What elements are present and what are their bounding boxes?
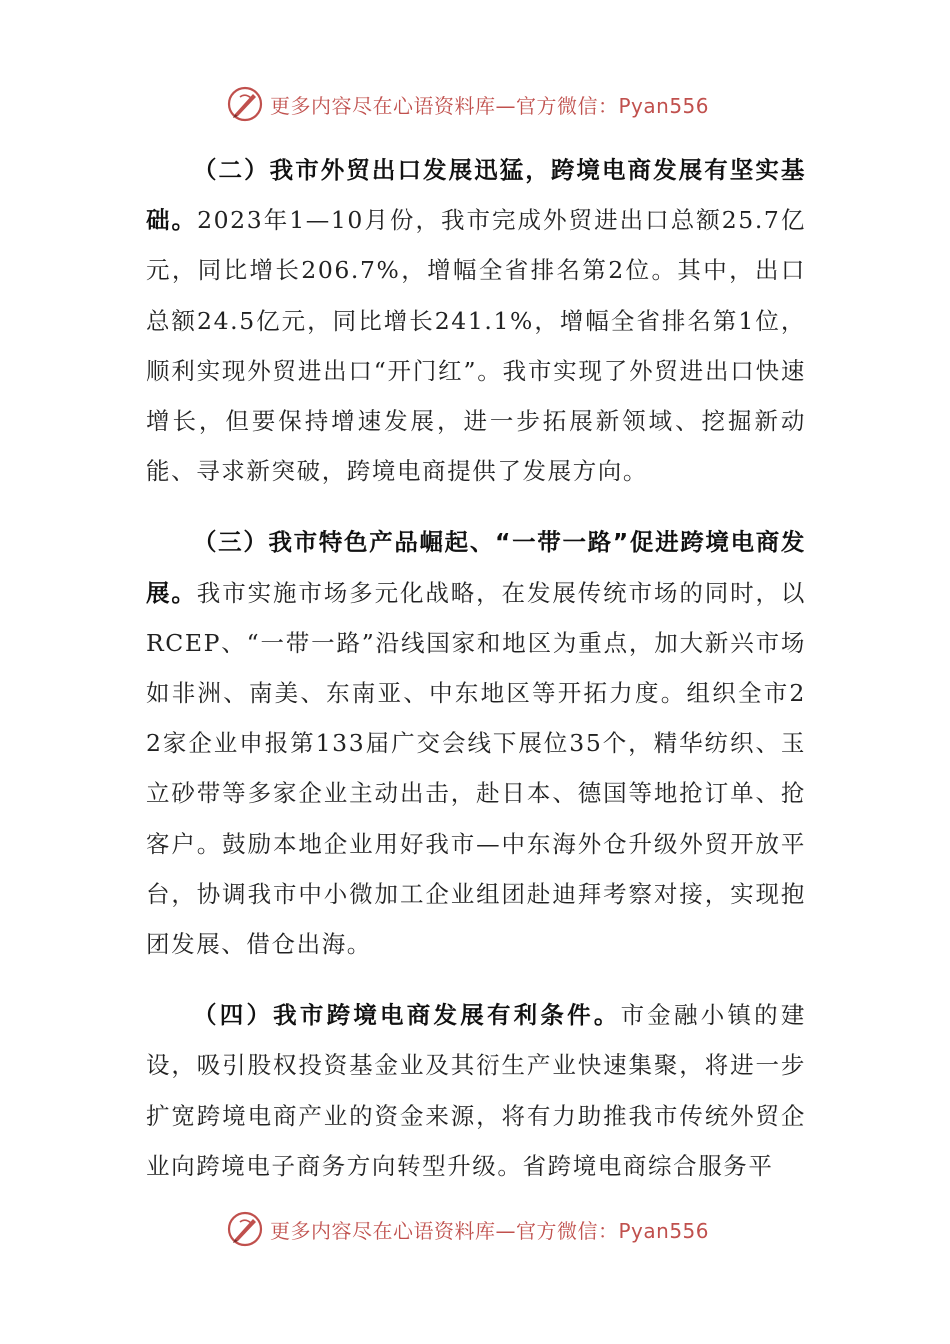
paragraph-4 [146, 990, 806, 1191]
paragraph-heading: （二）我市外贸出口发展迅猛，跨境电商发展有坚实基础。 [146, 156, 806, 235]
pen-in-circle-icon [226, 1210, 264, 1248]
watermark-text: 更多内容尽在心语资料库—官方微信：Pyan556 [270, 93, 710, 118]
paragraph-heading: （三）我市特色产品崛起、“一带一路”促进跨境电商发展。 [146, 528, 806, 607]
paragraph-2 [146, 145, 806, 496]
footer-watermark [226, 1209, 709, 1249]
document-body [146, 145, 806, 1212]
paragraph-text: 市金融小镇的建设，吸引股权投资基金业及其衍生产业快速集聚，将进一步扩宽跨境电商产业的资金来源，将有力助推我市传统外贸企业向跨境电子商务方向转型升级。省跨境电商综合服务平 [146, 1001, 806, 1180]
watermark-text: 更多内容尽在心语资料库—官方微信：Pyan556 [270, 1218, 710, 1243]
header-watermark [226, 84, 709, 124]
paragraph-text: 我市实施市场多元化战略，在发展传统市场的同时，以RCEP、“一带一路”沿线国家和地区为重点，加大新兴市场如非洲、南美、东南亚、中东地区等开拓力度。组织全市22家企业申报第133届广交会线下展位35个，精华纺织、玉立砂带等多家企业主动出击，赴日本、德国等地抢订单、抢客户。鼓励本地企业用好我市—中东海外仓升级外贸开放平台，协调我市中小微加工企业组团赴迪拜考察对接，实现抱团发展、借仓出海。 [146, 578, 806, 959]
paragraph-text: 2023年1—10月份，我市完成外贸进出口总额25.7亿元，同比增长206.7%，增幅全省排名第2位。其中，出口总额24.5亿元，同比增长241.1%，增幅全省排名第1位，顺利实现外贸进出口“开门红”。我市实现了外贸进出口快速增长，但要保持增速发展，进一步拓展新领域、挖掘新动能、寻求新突破，跨境电商提供了发展方向。 [146, 206, 806, 486]
paragraph-heading: （四）我市跨境电商发展有利条件。 [193, 1001, 621, 1030]
pen-in-circle-icon [226, 85, 264, 123]
paragraph-3 [146, 517, 806, 969]
